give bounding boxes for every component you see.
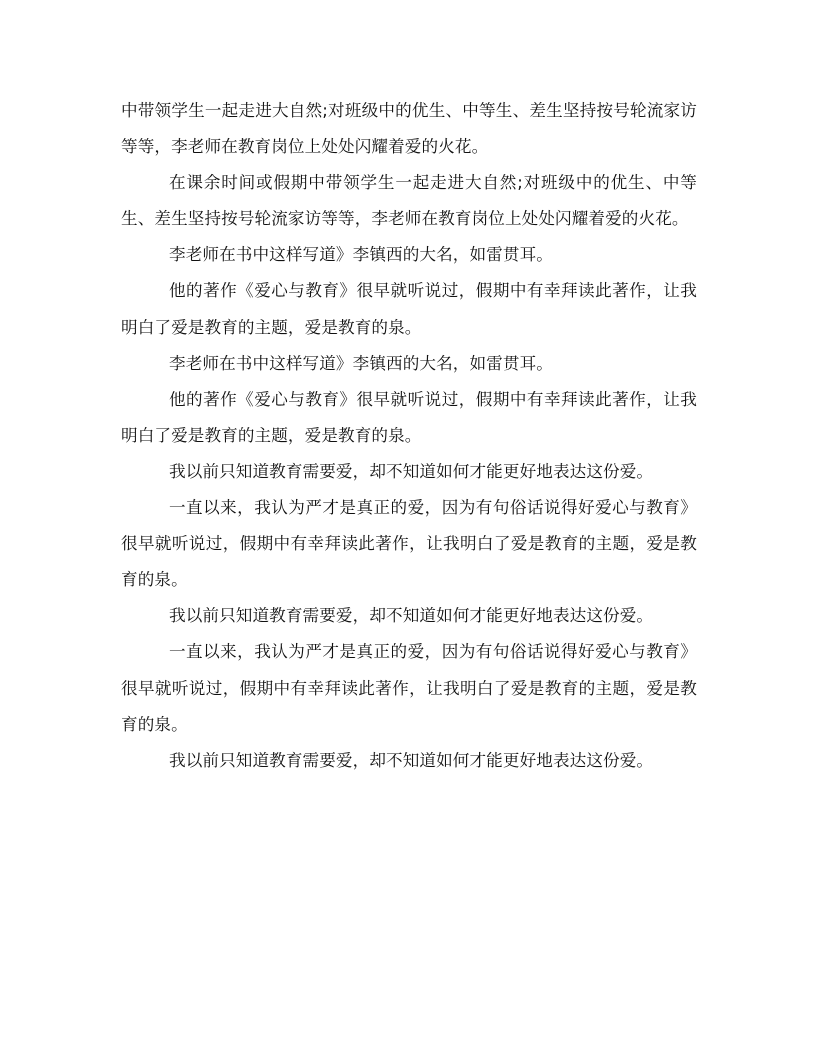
paragraph: 我以前只知道教育需要爱，却不知道如何才能更好地表达这份爱。 [169,750,654,770]
paragraph: 李老师在书中这样写道》李镇西的大名，如雷贯耳。 [169,353,553,373]
paragraph: 我以前只知道教育需要爱，却不知道如何才能更好地表达这份爱。 [169,606,654,626]
paragraph: 我以前只知道教育需要爱，却不知道如何才能更好地表达这份爱。 [169,461,654,481]
paragraph: 一直以来，我认为严才是真正的爱，因为有句俗话说得好爱心与教育》很早就听说过，假期中有幸拜读此著作，让我明白了爱是教育的主题，爱是教育的泉。 [121,498,697,590]
document-body [121,93,697,779]
paragraph: 一直以来，我认为严才是真正的爱，因为有句俗话说得好爱心与教育》很早就听说过，假期中有幸拜读此著作，让我明白了爱是教育的主题，爱是教育的泉。 [121,642,697,734]
paragraph: 他的著作《爱心与教育》很早就听说过，假期中有幸拜读此著作，让我明白了爱是教育的主题，爱是教育的泉。 [121,281,697,337]
paragraph: 中带领学生一起走进大自然;对班级中的优生、中等生、差生坚持按号轮流家访等等，李老师在教育岗位上处处闪耀着爱的火花。 [121,101,697,157]
paragraph: 他的著作《爱心与教育》很早就听说过，假期中有幸拜读此著作，让我明白了爱是教育的主题，爱是教育的泉。 [121,389,697,445]
paragraph: 李老师在书中这样写道》李镇西的大名，如雷贯耳。 [169,245,553,265]
paragraph: 在课余时间或假期中带领学生一起走进大自然;对班级中的优生、中等生、差生坚持按号轮流家访等等，李老师在教育岗位上处处闪耀着爱的火花。 [121,173,697,229]
